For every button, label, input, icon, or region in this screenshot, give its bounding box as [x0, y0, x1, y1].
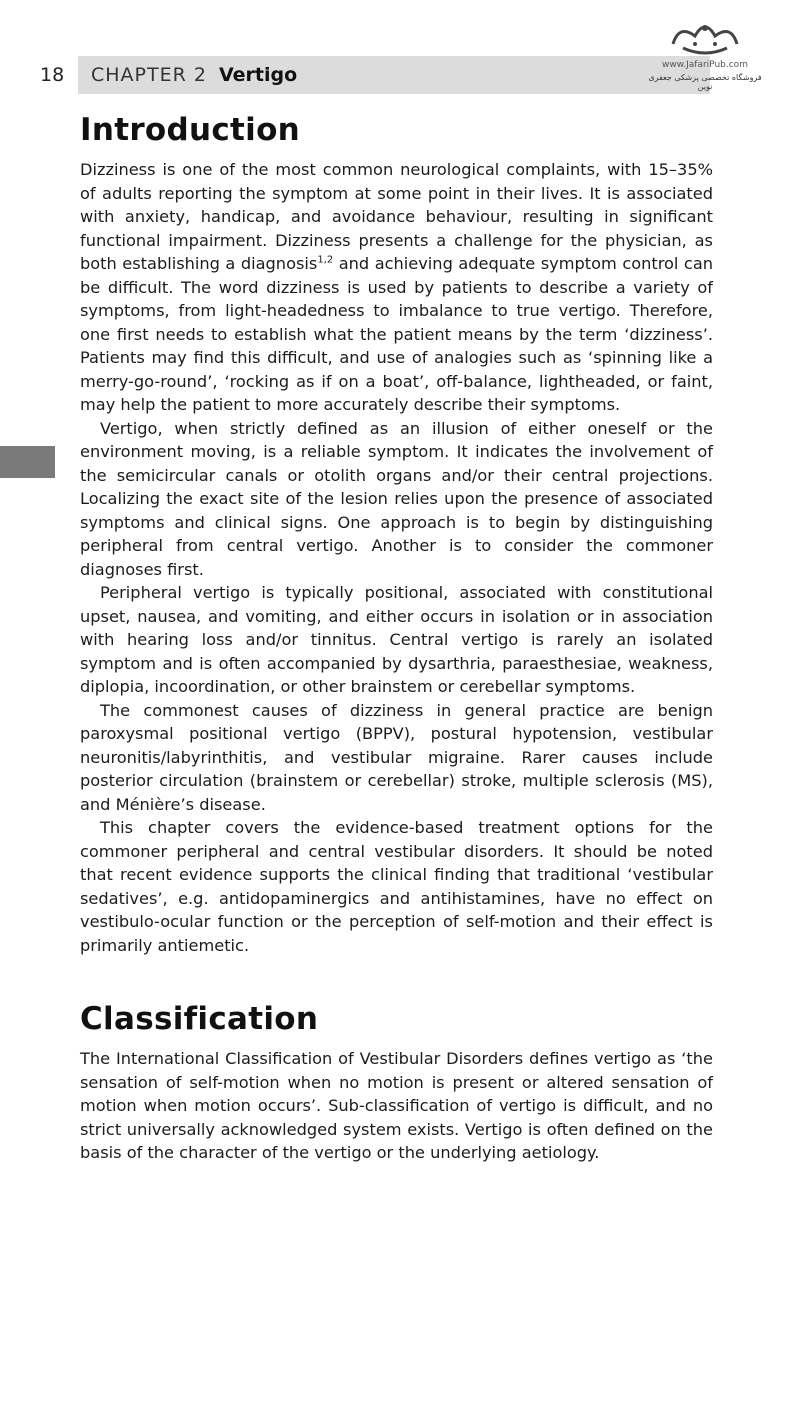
body-paragraph: [80, 158, 713, 417]
watermark-persian-text: فروشگاه تخصصی پزشکی جعفری نوین: [648, 73, 762, 91]
body-paragraph: This chapter covers the evidence-based treatment options for the commoner peripheral and central vestibular disorders. It should be noted that recent evidence supports the clinical finding that traditional ‘vestibular sedatives’, e.g. antidopaminergics and antihistamines, have no effect on vestibulo-ocular function or the perception of self-motion and their effect is primarily antiemetic.: [80, 818, 713, 955]
body-paragraph: The International Classification of Vestibular Disorders defines vertigo as ‘the sensation of self-motion when no motion is present or altered sensation of motion when motion occurs’. Sub-classification of vertigo is difficult, and no strict universally acknowledged system exists. Vertigo is often defined on the basis of the character of the vertigo or the underlying aetiology.: [80, 1049, 713, 1162]
section-heading-classification: Classification: [80, 1001, 319, 1037]
body-paragraph: Peripheral vertigo is typically positional, associated with constitutional upset, nausea, and vomiting, and either occurs in isolation or in association with hearing loss and/or tinnitus. Central vertigo is rarely an isolated symptom and is often accompanied by dysarthria, paraesthesiae, weakness, diplopia, incoordination, or other brainstem or cerebellar symptoms.: [80, 583, 713, 696]
publisher-logo-icon: [665, 14, 745, 60]
page-body: [80, 112, 713, 1165]
paragraph-text: Dizziness is one of the most common neurological complaints, with 15–35% of adults reporting the symptom at some point in their lives. It is associated with anxiety, handicap, and avoidance behaviour, resulting in significant functional impairment. Dizziness presents a challenge for the physician, as both establishing a diagnosis: [80, 160, 713, 273]
running-header: [91, 64, 297, 86]
page-number: 18: [40, 64, 65, 86]
section-heading-introduction: Introduction: [80, 112, 301, 148]
watermark-url: www.JafariPub.com: [662, 60, 748, 70]
chapter-thumb-tab: [0, 446, 55, 478]
paragraph-text-continued: and achieving adequate symptom control can be difficult. The word dizziness is used by patients to describe a variety of symptoms, from light-headedness to imbalance to true vertigo. Therefore, one first needs to establish what the patient means by the term ‘dizziness’. Patients may find this difficult, and use of analogies such as ‘spinning like a merry-go-round’, ‘rocking as if on a boat’, off-balance, lightheaded, or faint, may help the patient to more accurately describe their symptoms.: [80, 254, 713, 414]
citation-superscript: 1,2: [317, 254, 334, 266]
chapter-label: CHAPTER 2: [91, 64, 207, 86]
body-paragraph: The commonest causes of dizziness in general practice are benign paroxysmal positional vertigo (BPPV), postural hypotension, vestibular neuronitis/labyrinthitis, and vestibular migraine. Rarer causes include posterior circulation (brainstem or cerebellar) stroke, multiple sclerosis (MS), and Ménière’s disease.: [80, 700, 713, 814]
publisher-watermark: [640, 14, 770, 96]
chapter-title: Vertigo: [219, 64, 298, 86]
body-paragraph: Vertigo, when strictly defined as an illusion of either oneself or the environment moving, is a reliable symptom. It indicates the involvement of the semicircular canals or otolith organs and/or their central projections. Localizing the exact site of the lesion relies upon the presence of associated symptoms and clinical signs. One approach is to begin by distinguishing peripheral from central vertigo. Another is to consider the commoner diagnoses first.: [80, 418, 713, 579]
